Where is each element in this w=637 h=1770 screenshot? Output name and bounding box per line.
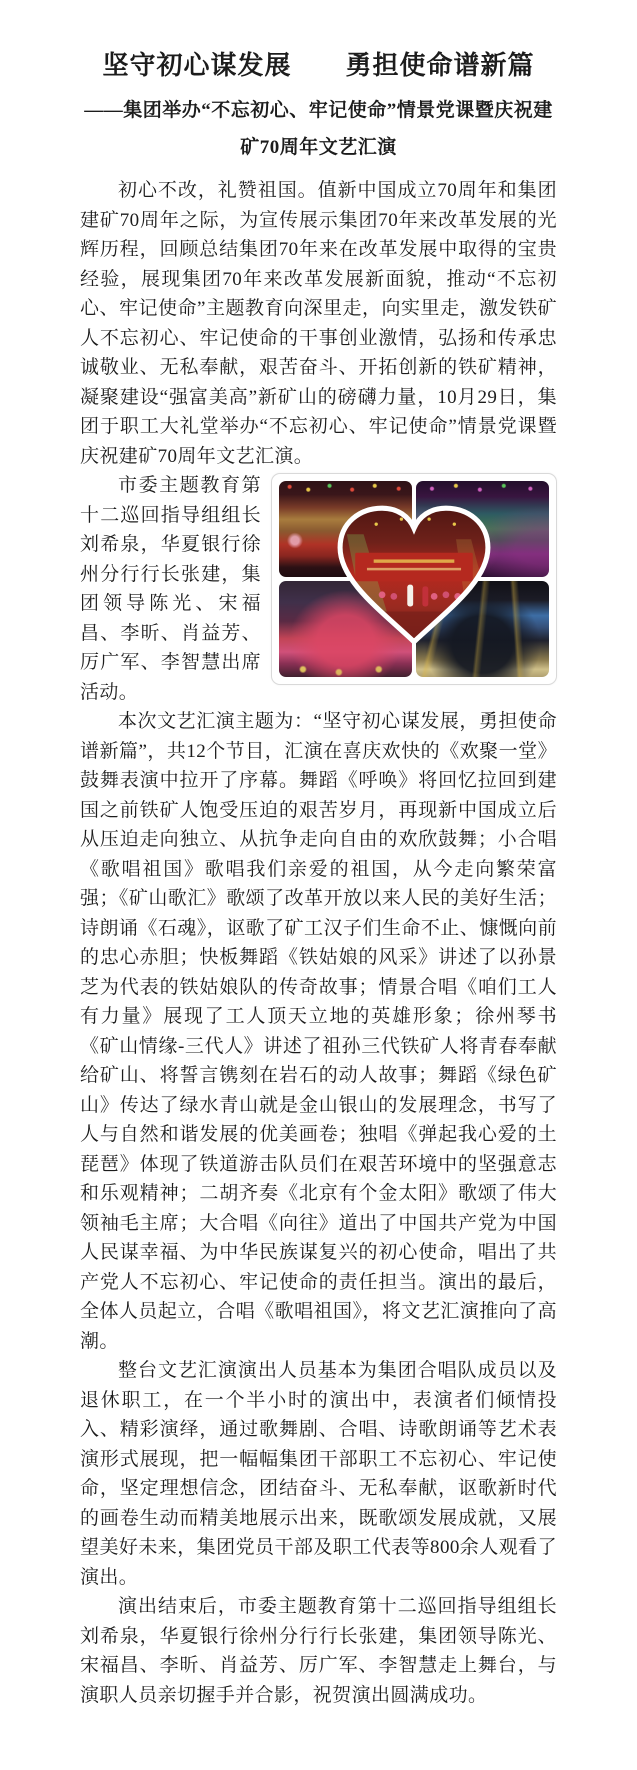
performance-photo-collage [271,473,557,685]
heart-photo-center [330,501,498,649]
paragraph-program: 本次文艺汇演主题为：“坚守初心谋发展，勇担使命谱新篇”，共12个节目，汇演在喜庆欢快的《欢聚一堂》鼓舞表演中拉开了序幕。舞蹈《呼唤》将回忆拉回到建国之前铁矿人饱受压迫的艰苦岁月，再现新中国成立后从压迫走向独立、从抗争走向自由的欢欣鼓舞；小合唱《歌唱祖国》歌唱我们亲爱的祖国，从今走向繁荣富强；《矿山歌汇》歌颂了改革开放以来人民的美好生活；诗朗诵《石魂》，讴歌了矿工汉子们生命不止、慷慨向前的忠心赤胆；快板舞蹈《铁姑娘的风采》讲述了以孙景芝为代表的铁姑娘队的传奇故事；情景合唱《咱们工人有力量》展现了工人顶天立地的英雄形象；徐州琴书《矿山情缘-三代人》讲述了祖孙三代铁矿人将青春奉献给矿山、将誓言镌刻在岩石的动人故事；舞蹈《绿色矿山》传达了绿水青山就是金山银山的发展理念，书写了人与自然和谐发展的优美画卷；独唱《弹起我心爱的土琵琶》体现了铁道游击队员们在艰苦环境中的坚强意志和乐观精神；二胡齐奏《北京有个金太阳》歌颂了伟大领袖毛主席；大合唱《向往》道出了中国共产党为中国人民谋幸福、为中华民族谋复兴的初心使命，唱出了共产党人不忘初心、牢记使命的责任担当。演出的最后，全体人员起立，合唱《歌唱祖国》，将文艺汇演推向了高潮。 [80,711,557,1352]
paragraph-attendees: 市委主题教育第十二巡回指导组组长刘希泉，华夏银行徐州分行行长张建，集团领导陈光、宋福昌、李昕、肖益芳、厉广军、李智慧出席活动。 [80,475,261,703]
article-title: 坚守初心谋发展 勇担使命谱新篇 [102,51,535,80]
paragraph-performers: 整台文艺汇演演出人员基本为集团合唱队成员以及退休职工，在一个半小时的演出中，表演者们倾情投入、精彩演绎，通过歌舞剧、合唱、诗歌朗诵等艺术表演形式展现，把一幅幅集团干部职工不忘初心、牢记使命，坚定理想信念，团结奋斗、无私奉献，讴歌新时代的画卷生动而精美地展示出来，既歌颂发展成就，又展望美好未来，集团党员干部及职工代表等800余人观看了演出。 [80,1360,557,1588]
article-body [80,176,557,1710]
collage-grid [279,481,549,677]
paragraph-closing: 演出结束后，市委主题教育第十二巡回指导组组长刘希泉，华夏银行徐州分行行长张建，集团领导陈光、宋福昌、李昕、肖益芳、厉广军、李智慧走上舞台，与演职人员亲切握手并合影，祝贺演出圆满成功。 [80,1596,557,1706]
article-subtitle: ——集团举办“不忘初心、牢记使命”情景党课暨庆祝建矿70周年文艺汇演 [84,100,553,158]
paragraph-intro: 初心不改，礼赞祖国。值新中国成立70周年和集团建矿70周年之际，为宣传展示集团70年来改革发展的光辉历程，回顾总结集团70年来在改革发展中取得的宝贵经验，展现集团70年来改革发展新面貌，推动“不忘初心、牢记使命”主题教育向深里走，向实里走，激发铁矿人不忘初心、牢记使命的干事创业激情，弘扬和传承忠诚敬业、无私奉献，艰苦奋斗、开拓创新的铁矿精神，凝聚建设“强富美高”新矿山的磅礴力量，10月29日，集团于职工大礼堂举办“不忘初心、牢记使命”情景党课暨庆祝建矿70周年文艺汇演。 [80,180,557,467]
